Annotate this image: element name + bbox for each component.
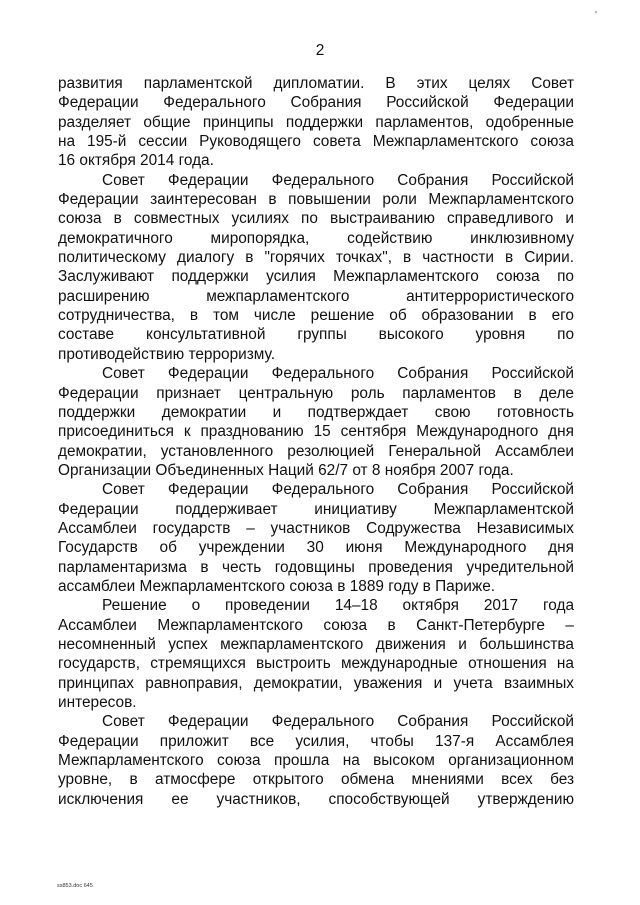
text-line: политическому диалогу в "горячих точках", в частности в Сирии. xyxy=(58,249,574,267)
text-line: Межпарламентского союза прошла на высоком организационном xyxy=(58,752,574,770)
page-number: 2 xyxy=(315,42,325,59)
text-line: Федерации приложит все усилия, чтобы 137-я Ассамблея xyxy=(58,732,574,750)
text-line: Совет Федерации Федерального Собрания Российской xyxy=(102,713,574,731)
text-line: Ассамблеи государств – участников Содружества Независимых xyxy=(58,519,574,537)
corner-mark: ' xyxy=(595,10,597,21)
text-line: расширению межпарламентского антитеррористического xyxy=(58,287,574,305)
text-line: сотрудничества, в том числе решение об образовании в его xyxy=(58,307,574,325)
text-line: Решение о проведении 14–18 октября 2017 года xyxy=(102,597,574,615)
text-line: Совет Федерации Федерального Собрания Российской xyxy=(102,171,574,189)
body-text xyxy=(58,74,574,809)
text-line: интересов. xyxy=(58,694,137,711)
text-line: 16 октября 2014 года. xyxy=(58,152,214,170)
text-line: демократичного миропорядка, содействию инклюзивному xyxy=(58,229,574,247)
text-line: поддержки демократии и подтверждает свою готовность xyxy=(58,403,574,421)
text-line: Федерации признает центральную роль парламентов в деле xyxy=(58,384,574,402)
text-line: уровне, в атмосфере открытого обмена мнениями всех без xyxy=(58,771,574,789)
text-line: противодействию терроризму. xyxy=(58,345,275,363)
text-line: Организации Объединенных Наций 62/7 от 8 ноября 2007 года. xyxy=(58,461,514,479)
text-line: Федерации поддерживает инициативу Межпарламентской xyxy=(58,500,574,518)
text-line: несомненный успех межпарламентского движения и большинства xyxy=(58,635,574,653)
text-line: исключения ее участников, способствующей утверждению xyxy=(58,790,574,808)
text-line: государств, стремящихся выстроить международные отношения на xyxy=(58,655,574,673)
text-line: Ассамблеи Межпарламентского союза в Санкт-Петербурге – xyxy=(58,616,574,634)
text-line: Совет Федерации Федерального Собрания Российской xyxy=(102,365,574,383)
text-line: развития парламентской дипломатии. В этих целях Совет xyxy=(58,75,574,92)
text-line: Совет Федерации Федерального Собрания Российской xyxy=(102,481,574,499)
text-line: союза в совместных усилиях по выстраиванию справедливого и xyxy=(58,210,574,228)
text-line: составе консультативной группы высокого уровня по xyxy=(58,326,574,344)
text-line: Заслуживают поддержки усилия Межпарламентского союза по xyxy=(58,268,574,286)
text-line: парламентаризма в честь годовщины проведения учредительной xyxy=(58,558,574,576)
text-line: на 195-й сессии Руководящего совета Межпарламентского союза xyxy=(58,133,574,151)
text-line: демократии, установленного резолюцией Генеральной Ассамблеи xyxy=(58,442,574,460)
text-line: принципах равноправия, демократии, уважения и учета взаимных xyxy=(58,674,574,692)
file-footer: ss853.doc 645 xyxy=(57,883,93,889)
text-line: присоединиться к празднованию 15 сентября Международного дня xyxy=(58,423,574,441)
text-line: разделяет общие принципы поддержки парламентов, одобренные xyxy=(58,113,574,131)
text-line: Федерации заинтересован в повышении роли Межпарламентского xyxy=(58,191,574,209)
text-line: ассамблеи Межпарламентского союза в 1889 году в Париже. xyxy=(58,577,496,595)
text-line: Государств об учреждении 30 июня Международного дня xyxy=(58,539,574,557)
text-line: Федерации Федерального Собрания Российской Федерации xyxy=(58,94,574,112)
